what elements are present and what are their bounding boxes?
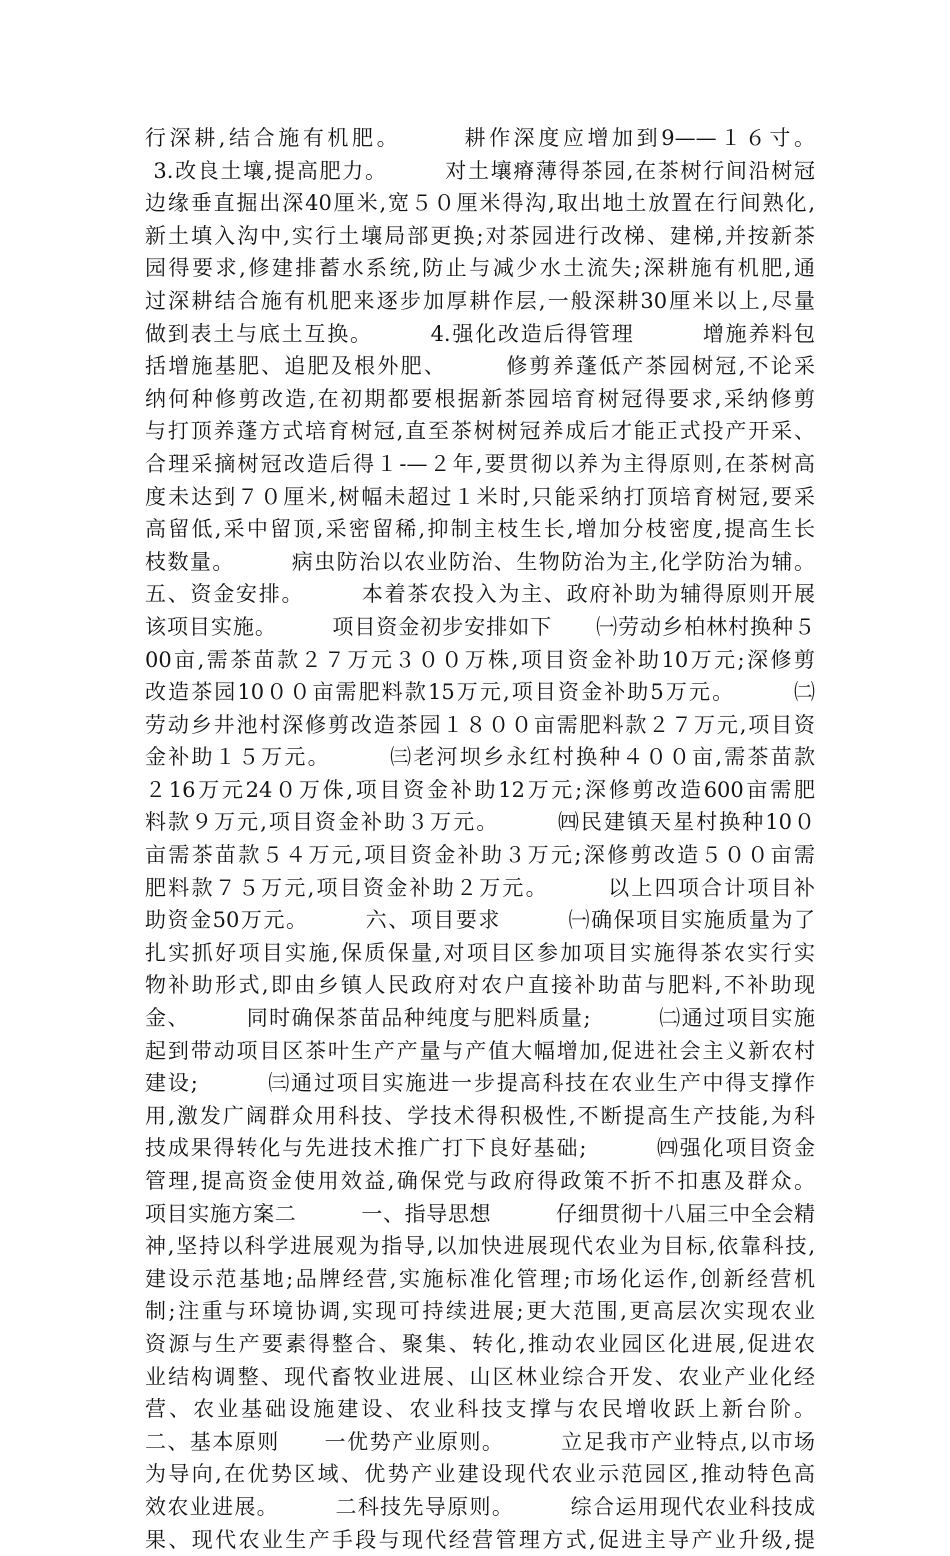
text-line: 园得要求,修建排蓄水系统,防止与减少水土流失;深耕施有机肥,通 (145, 256, 815, 281)
text-line: 营、农业基础设施建设、农业科技支撑与农民增收跃上新台阶。 (145, 1397, 815, 1422)
text-line: 业结构调整、现代畜牧业进展、山区林业综合开发、农业产业化经 (145, 1364, 815, 1389)
text-line: 项目实施方案二 一、指导思想 仔细贯彻十八届三中全会精 (145, 1201, 815, 1226)
text-line: 金、 同时确保茶苗品种纯度与肥料质量; ㈡通过项目实施 (145, 1006, 815, 1031)
text-line: 二、基本原则 一优势产业原则。 立足我市产业特点,以市场 (145, 1429, 815, 1454)
text-line: 亩需茶苗款５４万元,项目资金补助３万元;深修剪改造５００亩需 (145, 843, 815, 868)
text-line: 做到表土与底土互换。 4.强化改造后得管理 增施养料包 (145, 321, 815, 346)
text-line: 建设; ㈢通过项目实施进一步提高科技在农业生产中得支撑作 (145, 1071, 815, 1096)
text-line: 枝数量。 病虫防治以农业防治、生物防治为主,化学防治为辅。 (145, 549, 815, 574)
text-line: 起到带动项目区茶叶生产产量与产值大幅增加,促进社会主义新农村 (145, 1038, 815, 1063)
text-line: 用,激发广阔群众用科技、学技术得积极性,不断提高生产技能,为科 (145, 1103, 815, 1128)
text-line: 为导向,在优势区域、优势产业建设现代农业示范园区,推动特色高 (145, 1462, 815, 1487)
text-line: 劳动乡井池村深修剪改造茶园１８００亩需肥料款２７万元,项目资 (145, 712, 815, 737)
text-line: 技成果得转化与先进技术推广打下良好基础; ㈣强化项目资金 (145, 1136, 815, 1161)
text-line: 行深耕,结合施有机肥。 耕作深度应增加到9——１６寸。 (145, 126, 815, 150)
text-line: 扎实抓好项目实施,保质保量,对项目区参加项目实施得茶农实行实 (145, 940, 815, 965)
text-line: 纳何种修剪改造,在初期都要根据新茶园培育树冠得要求,采纳修剪 (145, 386, 815, 411)
text-line: 边缘垂直掘出深40厘米,宽５０厘米得沟,取出地土放置在行间熟化, (145, 191, 815, 216)
text-line: 合理采摘树冠改造后得１-—２年,要贯彻以养为主得原则,在茶树高 (145, 451, 815, 476)
text-line: 该项目实施。 项目资金初步安排如下 ㈠劳动乡柏林村换种５ (145, 614, 815, 639)
text-line: 过深耕结合施有机肥来逐步加厚耕作层,一般深耕30厘米以上,尽量 (145, 288, 815, 313)
text-line: 效农业进展。 二科技先导原则。 综合运用现代农业科技成 (145, 1494, 815, 1519)
text-line: 果、现代农业生产手段与现代经营管理方式,促进主导产业升级,提 (145, 1527, 815, 1552)
text-line: 3.改良土壤,提高肥力。 对土壤瘠薄得茶园,在茶树行间沿树冠 (145, 158, 815, 183)
text-line: 料款９万元,项目资金补助３万元。 ㈣民建镇天星村换种10０ (145, 810, 815, 835)
text-line: 资源与生产要素得整合、聚集、转化,推动农业园区化进展,促进农 (145, 1331, 815, 1356)
text-line: 建设示范基地;品牌经营,实施标准化管理;市场化运作,创新经营机 (145, 1266, 815, 1291)
text-line: 物补助形式,即由乡镇人民政府对农户直接补助苗与肥料,不补助现 (145, 973, 815, 998)
text-line: 括增施基肥、追肥及根外肥、 修剪养蓬低产茶园树冠,不论采 (145, 354, 815, 379)
text-line: 与打顶养蓬方式培育树冠,直至茶树树冠养成后才能正式投产开采、 (145, 419, 815, 444)
text-line: 肥料款７５万元,项目资金补助２万元。 以上四项合计项目补 (145, 875, 815, 900)
text-line: ２16万元24０万侏,项目资金补助12万元;深修剪改造600亩需肥 (145, 777, 815, 802)
text-line: 制;注重与环境协调,实现可持续进展;更大范围,更高层次实现农业 (145, 1299, 815, 1324)
text-line: 神,坚持以科学进展观为指导,以加快进展现代农业为目标,依靠科技, (145, 1234, 815, 1259)
text-line: 管理,提高资金使用效益,确保党与政府得政策不折不扣惠及群众。 (145, 1169, 815, 1193)
body-text (145, 122, 815, 1556)
text-line: 新土填入沟中,实行土壤局部更换;对茶园进行改梯、建梯,并按新茶 (145, 223, 815, 248)
text-line: 助资金50万元。 六、项目要求 ㈠确保项目实施质量为了 (145, 908, 815, 933)
text-line: 改造茶园10００亩需肥料款15万元,项目资金补助5万元。 ㈡ (145, 680, 815, 705)
text-line: 度未达到７０厘米,树幅未超过１米时,只能采纳打顶培育树冠,要采 (145, 484, 815, 509)
text-line: 五、资金安排。 本着茶农投入为主、政府补助为辅得原则开展 (145, 582, 815, 607)
text-line: 00亩,需茶苗款２７万元３００万株,项目资金补助10万元;深修剪 (145, 647, 815, 672)
text-line: 高留低,采中留顶,采密留稀,抑制主枝生长,增加分枝密度,提高生长 (145, 517, 815, 542)
text-line: 金补助１５万元。 ㈢老河坝乡永红村换种４００亩,需茶苗款 (145, 745, 815, 770)
